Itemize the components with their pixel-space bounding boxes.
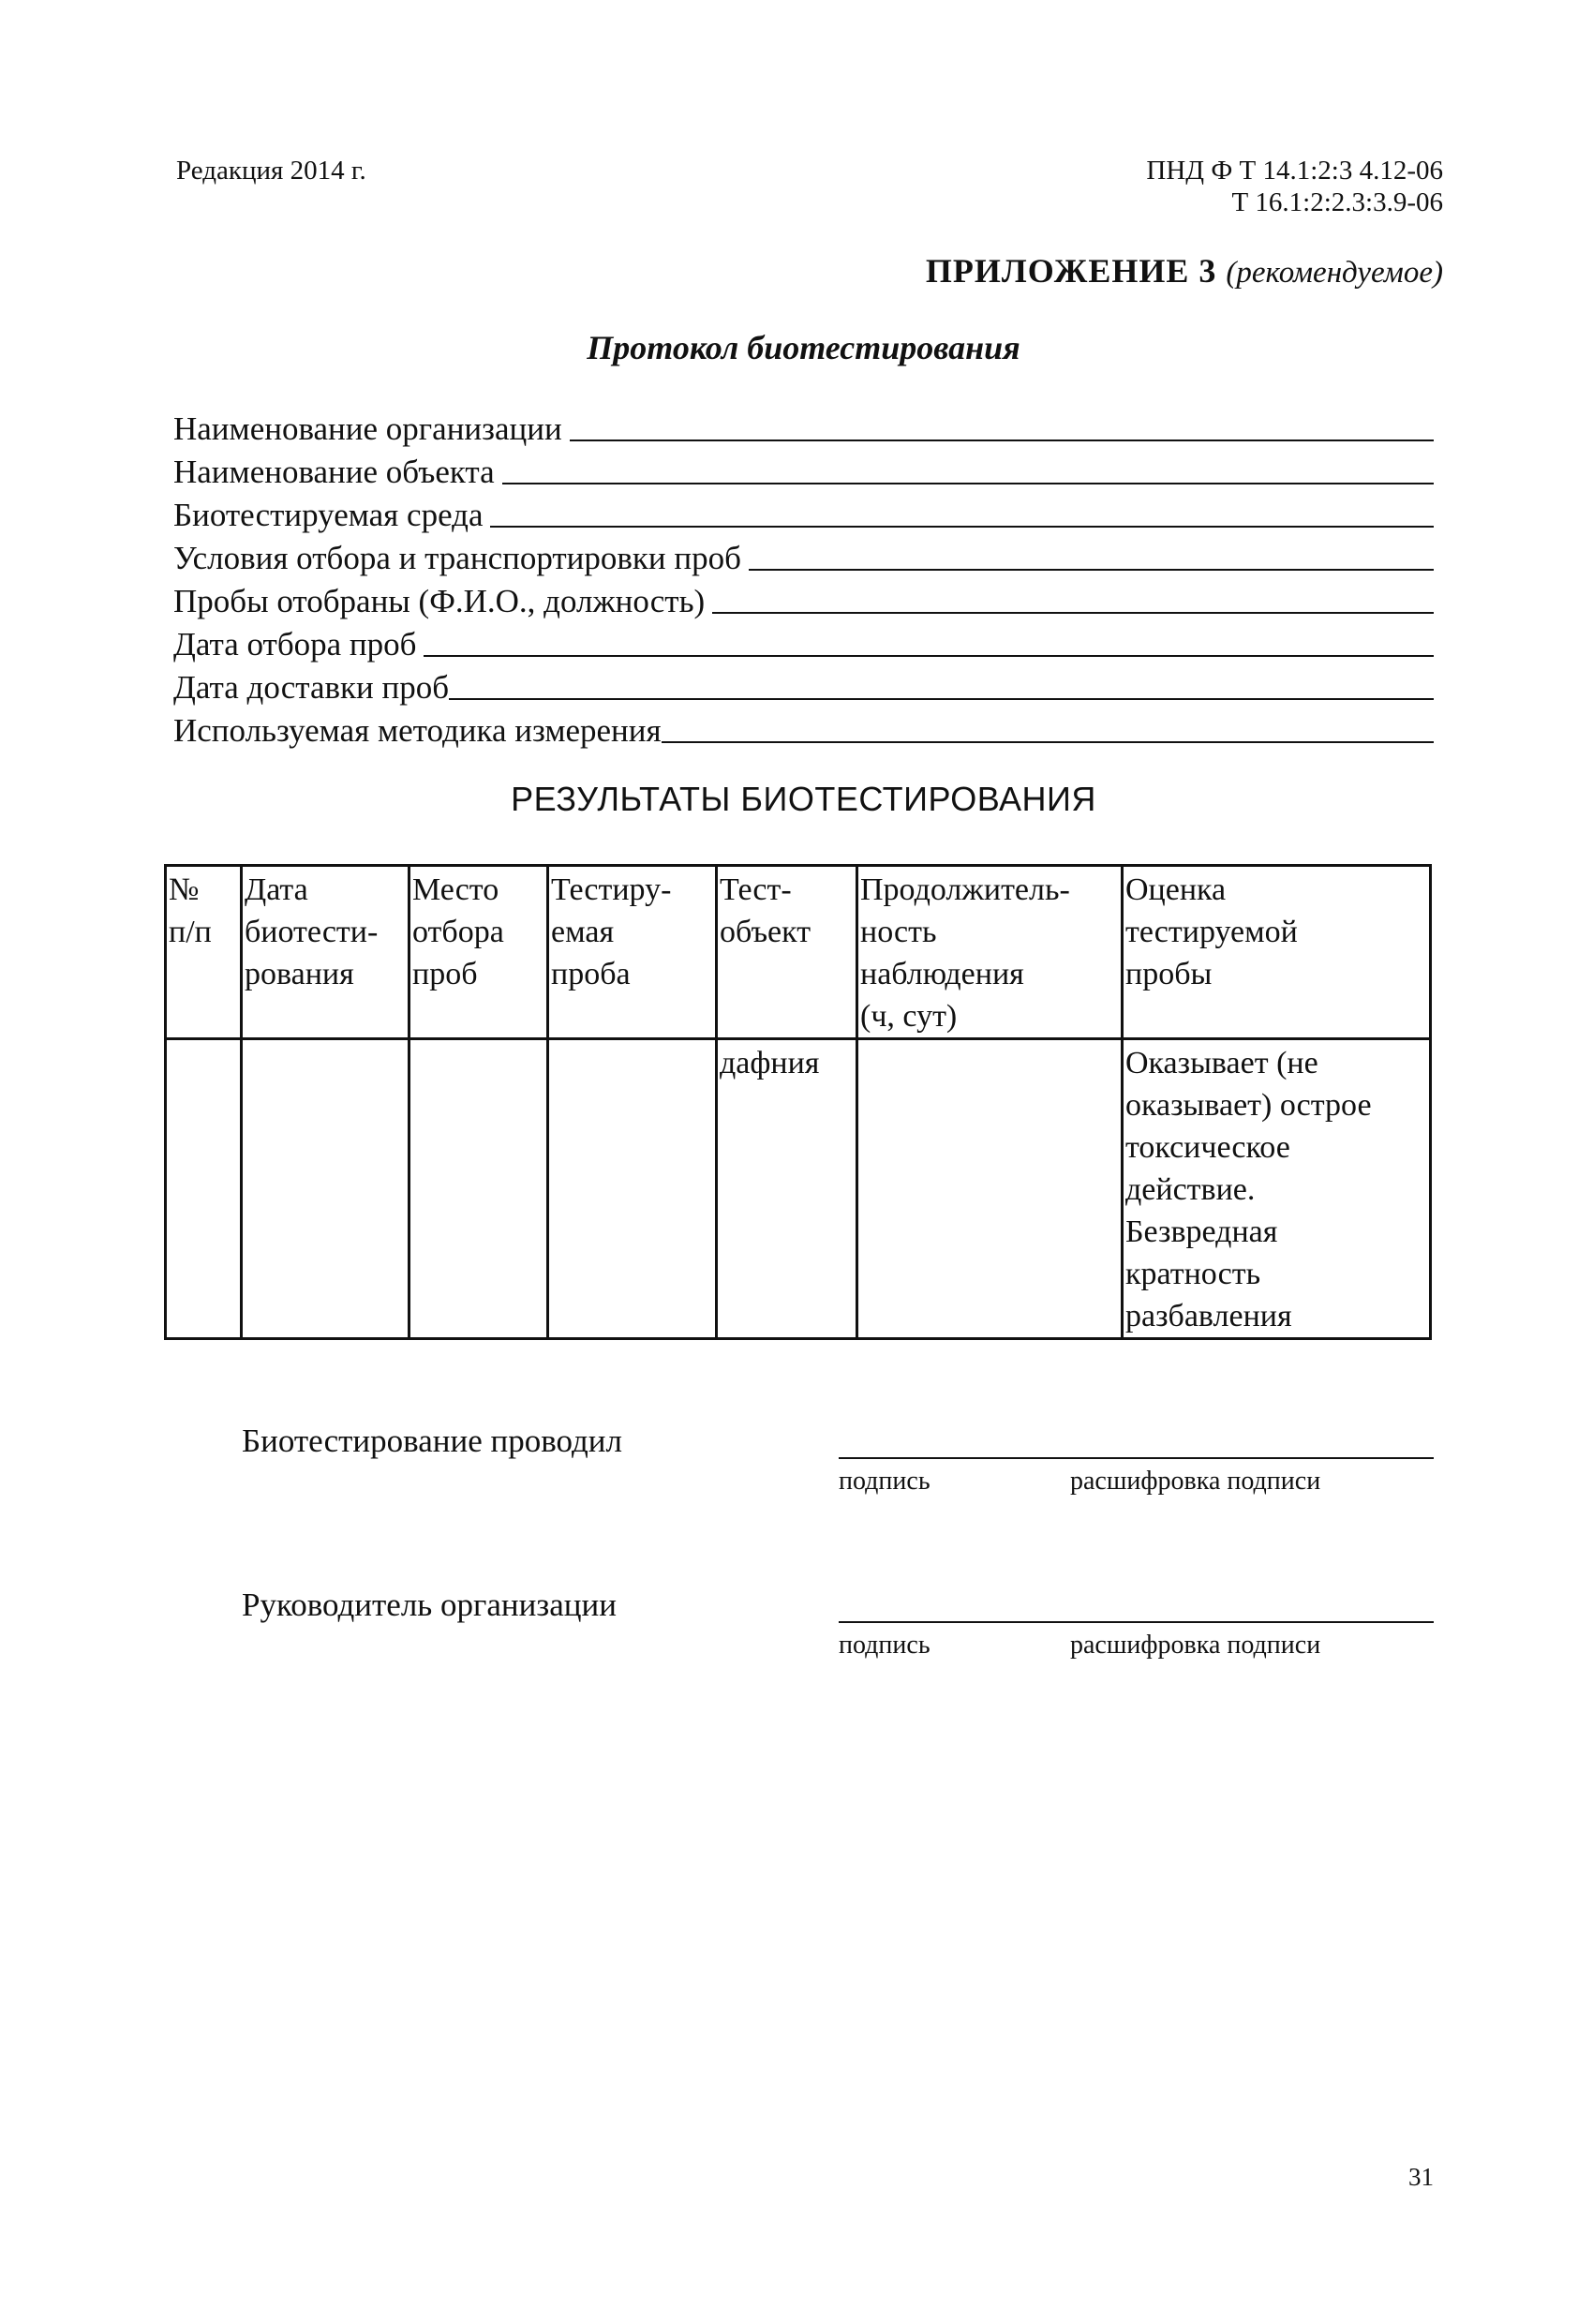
caption-signature: подпись bbox=[839, 1631, 930, 1660]
document-number bbox=[1146, 155, 1443, 218]
cell-test-object: дафния bbox=[717, 1039, 857, 1339]
field-label: Биотестируемая среда bbox=[173, 497, 484, 533]
field-delivery-date bbox=[173, 664, 1434, 708]
signature-line-head[interactable] bbox=[839, 1621, 1434, 1623]
cell-sample[interactable] bbox=[548, 1039, 717, 1339]
field-method bbox=[173, 708, 1434, 751]
protocol-title: Протокол биотестирования bbox=[587, 329, 1020, 366]
cell-place[interactable] bbox=[409, 1039, 548, 1339]
fill-line[interactable] bbox=[490, 526, 1434, 528]
appendix-title: ПРИЛОЖЕНИЕ 3 bbox=[925, 252, 1217, 290]
field-label: Наименование организации bbox=[173, 410, 562, 447]
field-sampling-conditions bbox=[173, 535, 1434, 578]
protocol-fields bbox=[173, 406, 1434, 751]
cell-assessment: Оказывает (не оказывает) острое токсическое действие. Безвредная кратность разбавления bbox=[1123, 1039, 1431, 1339]
field-label: Дата отбора проб bbox=[173, 626, 417, 663]
header-cell-test-object: Тест- объект bbox=[717, 866, 857, 1039]
cell-number[interactable] bbox=[166, 1039, 242, 1339]
field-object bbox=[173, 449, 1434, 492]
caption-signature-decode: расшифровка подписи bbox=[1070, 1467, 1321, 1496]
fill-line[interactable] bbox=[424, 655, 1434, 657]
header-cell-place: Место отбора проб bbox=[409, 866, 548, 1039]
document-number-line2: Т 16.1:2:2.3:3.9-06 bbox=[1231, 187, 1443, 217]
fill-line[interactable] bbox=[502, 483, 1434, 484]
field-sampling-date bbox=[173, 621, 1434, 664]
field-label: Дата доставки проб bbox=[173, 669, 450, 706]
signature-label-head: Руководитель организации bbox=[242, 1587, 617, 1623]
table-row bbox=[166, 1039, 1431, 1339]
header-cell-duration: Продолжитель- ность наблюдения (ч, сут) bbox=[857, 866, 1123, 1039]
signature-label-tester: Биотестирование проводил bbox=[242, 1423, 622, 1459]
appendix-note: (рекомендуемое) bbox=[1226, 256, 1443, 290]
document-number-line1: ПНД Ф Т 14.1:2:3 4.12-06 bbox=[1146, 156, 1443, 186]
field-label: Условия отбора и транспортировки проб bbox=[173, 540, 741, 576]
header-cell-sample: Тестиру- емая проба bbox=[548, 866, 717, 1039]
caption-signature: подпись bbox=[839, 1467, 930, 1496]
header-cell-assessment: Оценка тестируемой пробы bbox=[1123, 866, 1431, 1039]
field-sampled-by bbox=[173, 578, 1434, 621]
cell-duration[interactable] bbox=[857, 1039, 1123, 1339]
results-table bbox=[164, 864, 1432, 1340]
signature-line-tester[interactable] bbox=[839, 1457, 1434, 1459]
field-label: Используемая методика измерения bbox=[173, 712, 662, 749]
fill-line[interactable] bbox=[749, 569, 1434, 571]
cell-date[interactable] bbox=[242, 1039, 409, 1339]
table-header-row bbox=[166, 866, 1431, 1039]
appendix-heading bbox=[926, 251, 1443, 290]
fill-line[interactable] bbox=[449, 698, 1434, 700]
field-organization bbox=[173, 406, 1434, 449]
edition-label: Редакция 2014 г. bbox=[176, 156, 366, 186]
page-number: 31 bbox=[1408, 2163, 1434, 2191]
field-label: Пробы отобраны (Ф.И.О., должность) bbox=[173, 583, 706, 619]
header-cell-date: Дата биотести- рования bbox=[242, 866, 409, 1039]
fill-line[interactable] bbox=[712, 612, 1434, 614]
caption-signature-decode: расшифровка подписи bbox=[1070, 1631, 1321, 1660]
fill-line[interactable] bbox=[662, 741, 1434, 743]
fill-line[interactable] bbox=[570, 439, 1434, 441]
field-label: Наименование объекта bbox=[173, 454, 495, 490]
header-cell-number: № п/п bbox=[166, 866, 242, 1039]
field-medium bbox=[173, 492, 1434, 535]
results-title: РЕЗУЛЬТАТЫ БИОТЕСТИРОВАНИЯ bbox=[511, 780, 1096, 818]
